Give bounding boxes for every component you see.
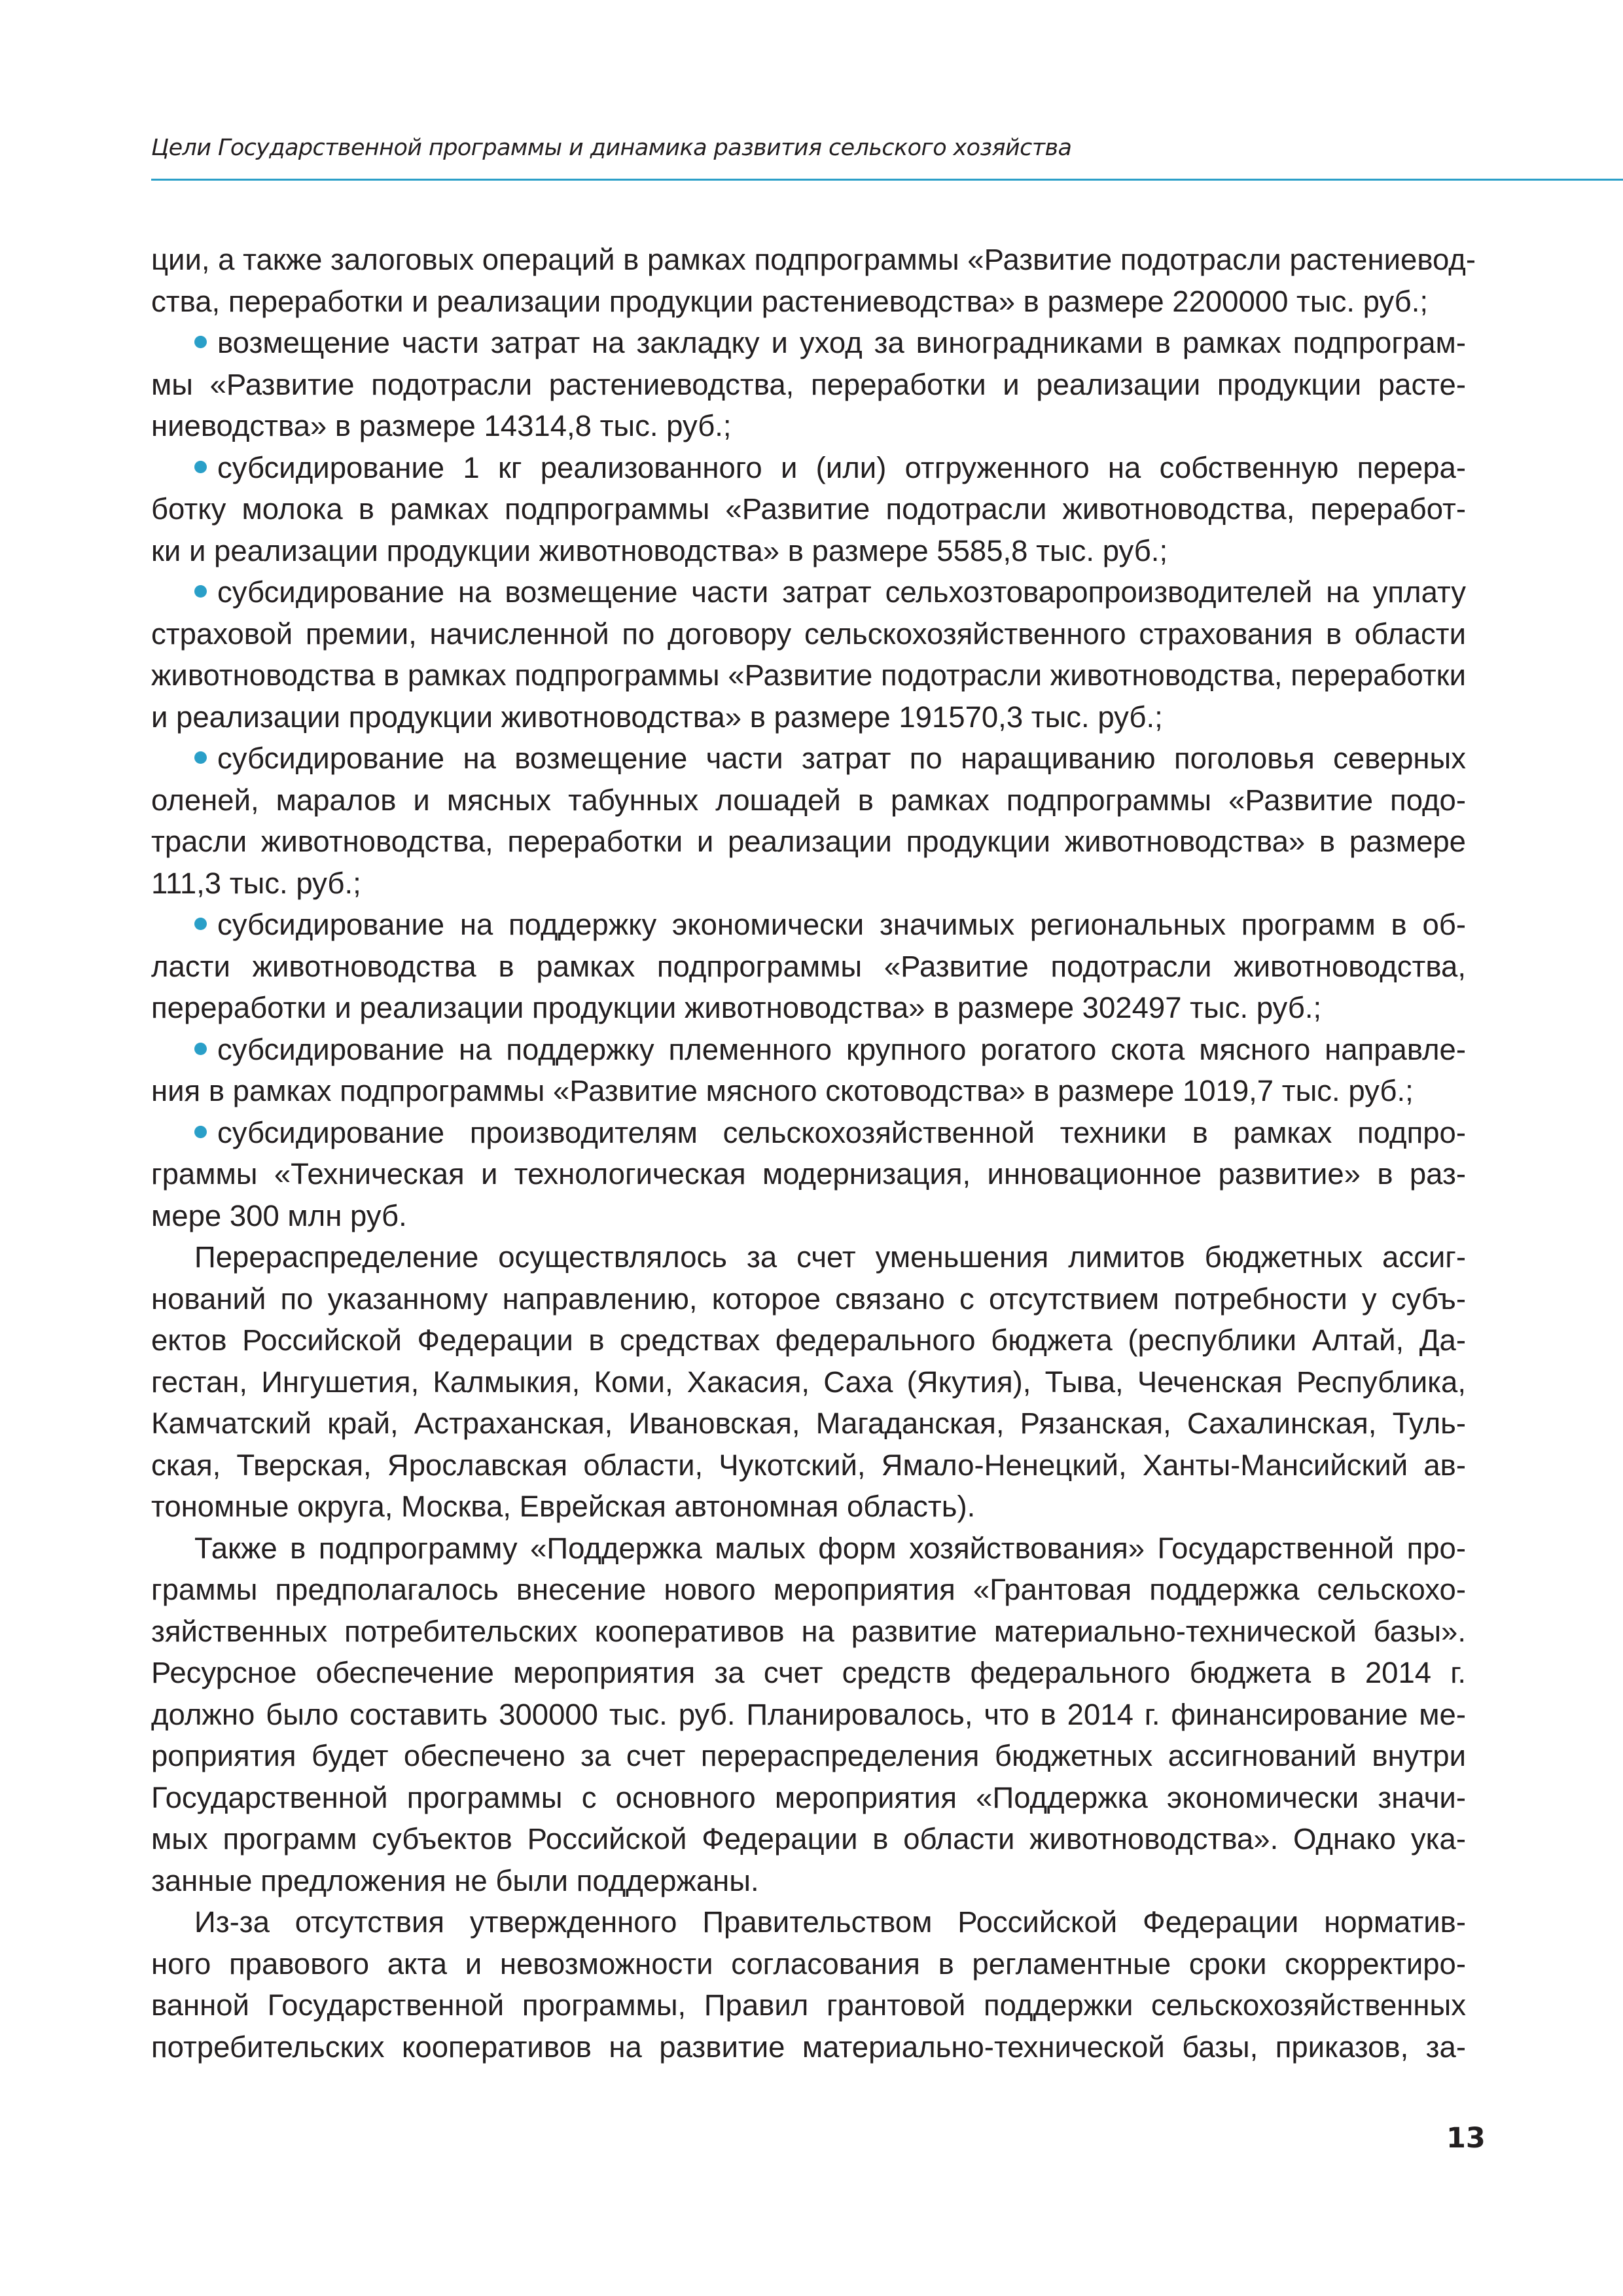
text-line: ного правового акта и невозможности согласования в регламентные сроки скорректиро- [151,1946,1466,1981]
text-line: Ресурсное обеспечение мероприятия за счет средств федерального бюджета в 2014 г. [151,1656,1466,1689]
bullet-icon [194,1043,207,1055]
bullet-icon [194,751,207,764]
text-line: ектов Российской Федерации в средствах федерального бюджета (республики Алтай, Да- [151,1323,1466,1357]
bullet-item-line: субсидирование производителям сельскохозяйственной техники в рамках подпро- [151,1112,1466,1154]
text-line: трасли животноводства, переработки и реализации продукции животноводства» в размере [151,825,1466,858]
text-line: мере 300 млн руб. [151,1198,407,1232]
text-line: тономные округа, Москва, Еврейская автономная область). [151,1490,976,1523]
text-line: ции, а также залоговых операций в рамках подпрограммы «Развитие подотрасли растениевод- [151,243,1476,276]
bullet-icon [194,1126,207,1138]
bullet-item-line: субсидирование на поддержку племенного крупного рогатого скота мясного направле- [151,1029,1466,1071]
text-line: занные предложения не были поддержаны. [151,1863,759,1897]
text-line: гестан, Ингушетия, Калмыкия, Коми, Хакасия, Саха (Якутия), Тыва, Чеченская Республика, [151,1365,1466,1399]
text-line: мы «Развитие подотрасли растениеводства, переработки и реализации продукции расте- [151,367,1466,401]
text-line: страховой премии, начисленной по договору сельскохозяйственного страхования в области [151,617,1466,651]
paragraph-first-line: Из-за отсутствия утвержденного Правительством Российской Федерации норматив- [194,1905,1466,1939]
text-line: переработки и реализации продукции животноводства» в размере 302497 тыс. руб.; [151,991,1322,1024]
text-line: ки и реализации продукции животноводства» в размере 5585,8 тыс. руб.; [151,533,1168,567]
text-line: ниеводства» в размере 14314,8 тыс. руб.; [151,409,732,442]
bullet-item-line: возмещение части затрат на закладку и уход за виноградниками в рамках подпрограм- [151,322,1466,364]
running-header: Цели Государственной программы и динамика развития сельского хозяйства [151,135,1072,161]
text-line: ласти животноводства в рамках подпрограммы «Развитие подотрасли животноводства, [151,949,1466,983]
text-line: ния в рамках подпрограммы «Развитие мясного скотоводства» в размере 1019,7 тыс. руб.; [151,1074,1414,1107]
page-number: 13 [1446,2122,1486,2155]
text-line: ства, переработки и реализации продукции растениеводства» в размере 2200000 тыс. руб.; [151,284,1429,318]
text-line: 111,3 тыс. руб.; [151,866,361,900]
text-line: мых программ субъектов Российской Федерации в области животноводства». Однако ука- [151,1822,1466,1856]
text-line: граммы «Техническая и технологическая модернизация, инновационное развитие» в раз- [151,1157,1466,1191]
bullet-icon [194,918,207,930]
bullet-item-line: субсидирование на возмещение части затрат по наращиванию поголовья северных [151,738,1466,780]
text-line: ботку молока в рамках подпрограммы «Развитие подотрасли животноводства, переработ- [151,492,1466,526]
body-text [151,239,1476,2068]
text-line: должно было составить 300000 тыс. руб. Планировалось, что в 2014 г. финансирование ме- [151,1697,1466,1731]
text-line: граммы предполагалось внесение нового мероприятия «Грантовая поддержка сельскохо- [151,1573,1466,1606]
bullet-item-line: субсидирование 1 кг реализованного и (или) отгруженного на собственную перера- [151,447,1466,489]
text-line: нований по указанному направлению, которое связано с отсутствием потребности у субъ- [151,1282,1466,1316]
text-line: зяйственных потребительских кооперативов на развитие материально-технической базы». [151,1614,1466,1648]
text-line: роприятия будет обеспечено за счет перераспределения бюджетных ассигнований внутри [151,1739,1466,1772]
paragraph-first-line: Перераспределение осуществлялось за счет уменьшения лимитов бюджетных ассиг- [194,1240,1466,1274]
text-line: Камчатский край, Астраханская, Ивановская, Магаданская, Рязанская, Сахалинская, Туль- [151,1407,1466,1440]
paragraph-first-line: Также в подпрограмму «Поддержка малых форм хозяйствования» Государственной про- [194,1531,1466,1565]
text-line: потребительских кооперативов на развитие материально-технической базы, приказов, за- [151,2030,1466,2064]
bullet-icon [194,585,207,598]
bullet-item-line: субсидирование на поддержку экономически значимых региональных программ в об- [151,904,1466,946]
bullet-item-line: субсидирование на возмещение части затрат сельхозтоваропроизводителей на уплату [151,571,1466,613]
text-line: ванной Государственной программы, Правил грантовой поддержки сельскохозяйственных [151,1988,1466,2022]
text-line: животноводства в рамках подпрограммы «Развитие подотрасли животноводства, переработки [151,658,1466,692]
header-divider [151,179,1623,181]
bullet-icon [194,461,207,473]
text-line: ская, Тверская, Ярославская области, Чукотский, Ямало-Ненецкий, Ханты-Мансийский ав- [151,1448,1466,1482]
text-line: оленей, маралов и мясных табунных лошадей в рамках подпрограммы «Развитие подо- [151,783,1466,817]
text-line: Государственной программы с основного мероприятия «Поддержка экономически значи- [151,1780,1466,1814]
bullet-icon [194,336,207,348]
text-line: и реализации продукции животноводства» в размере 191570,3 тыс. руб.; [151,700,1163,734]
